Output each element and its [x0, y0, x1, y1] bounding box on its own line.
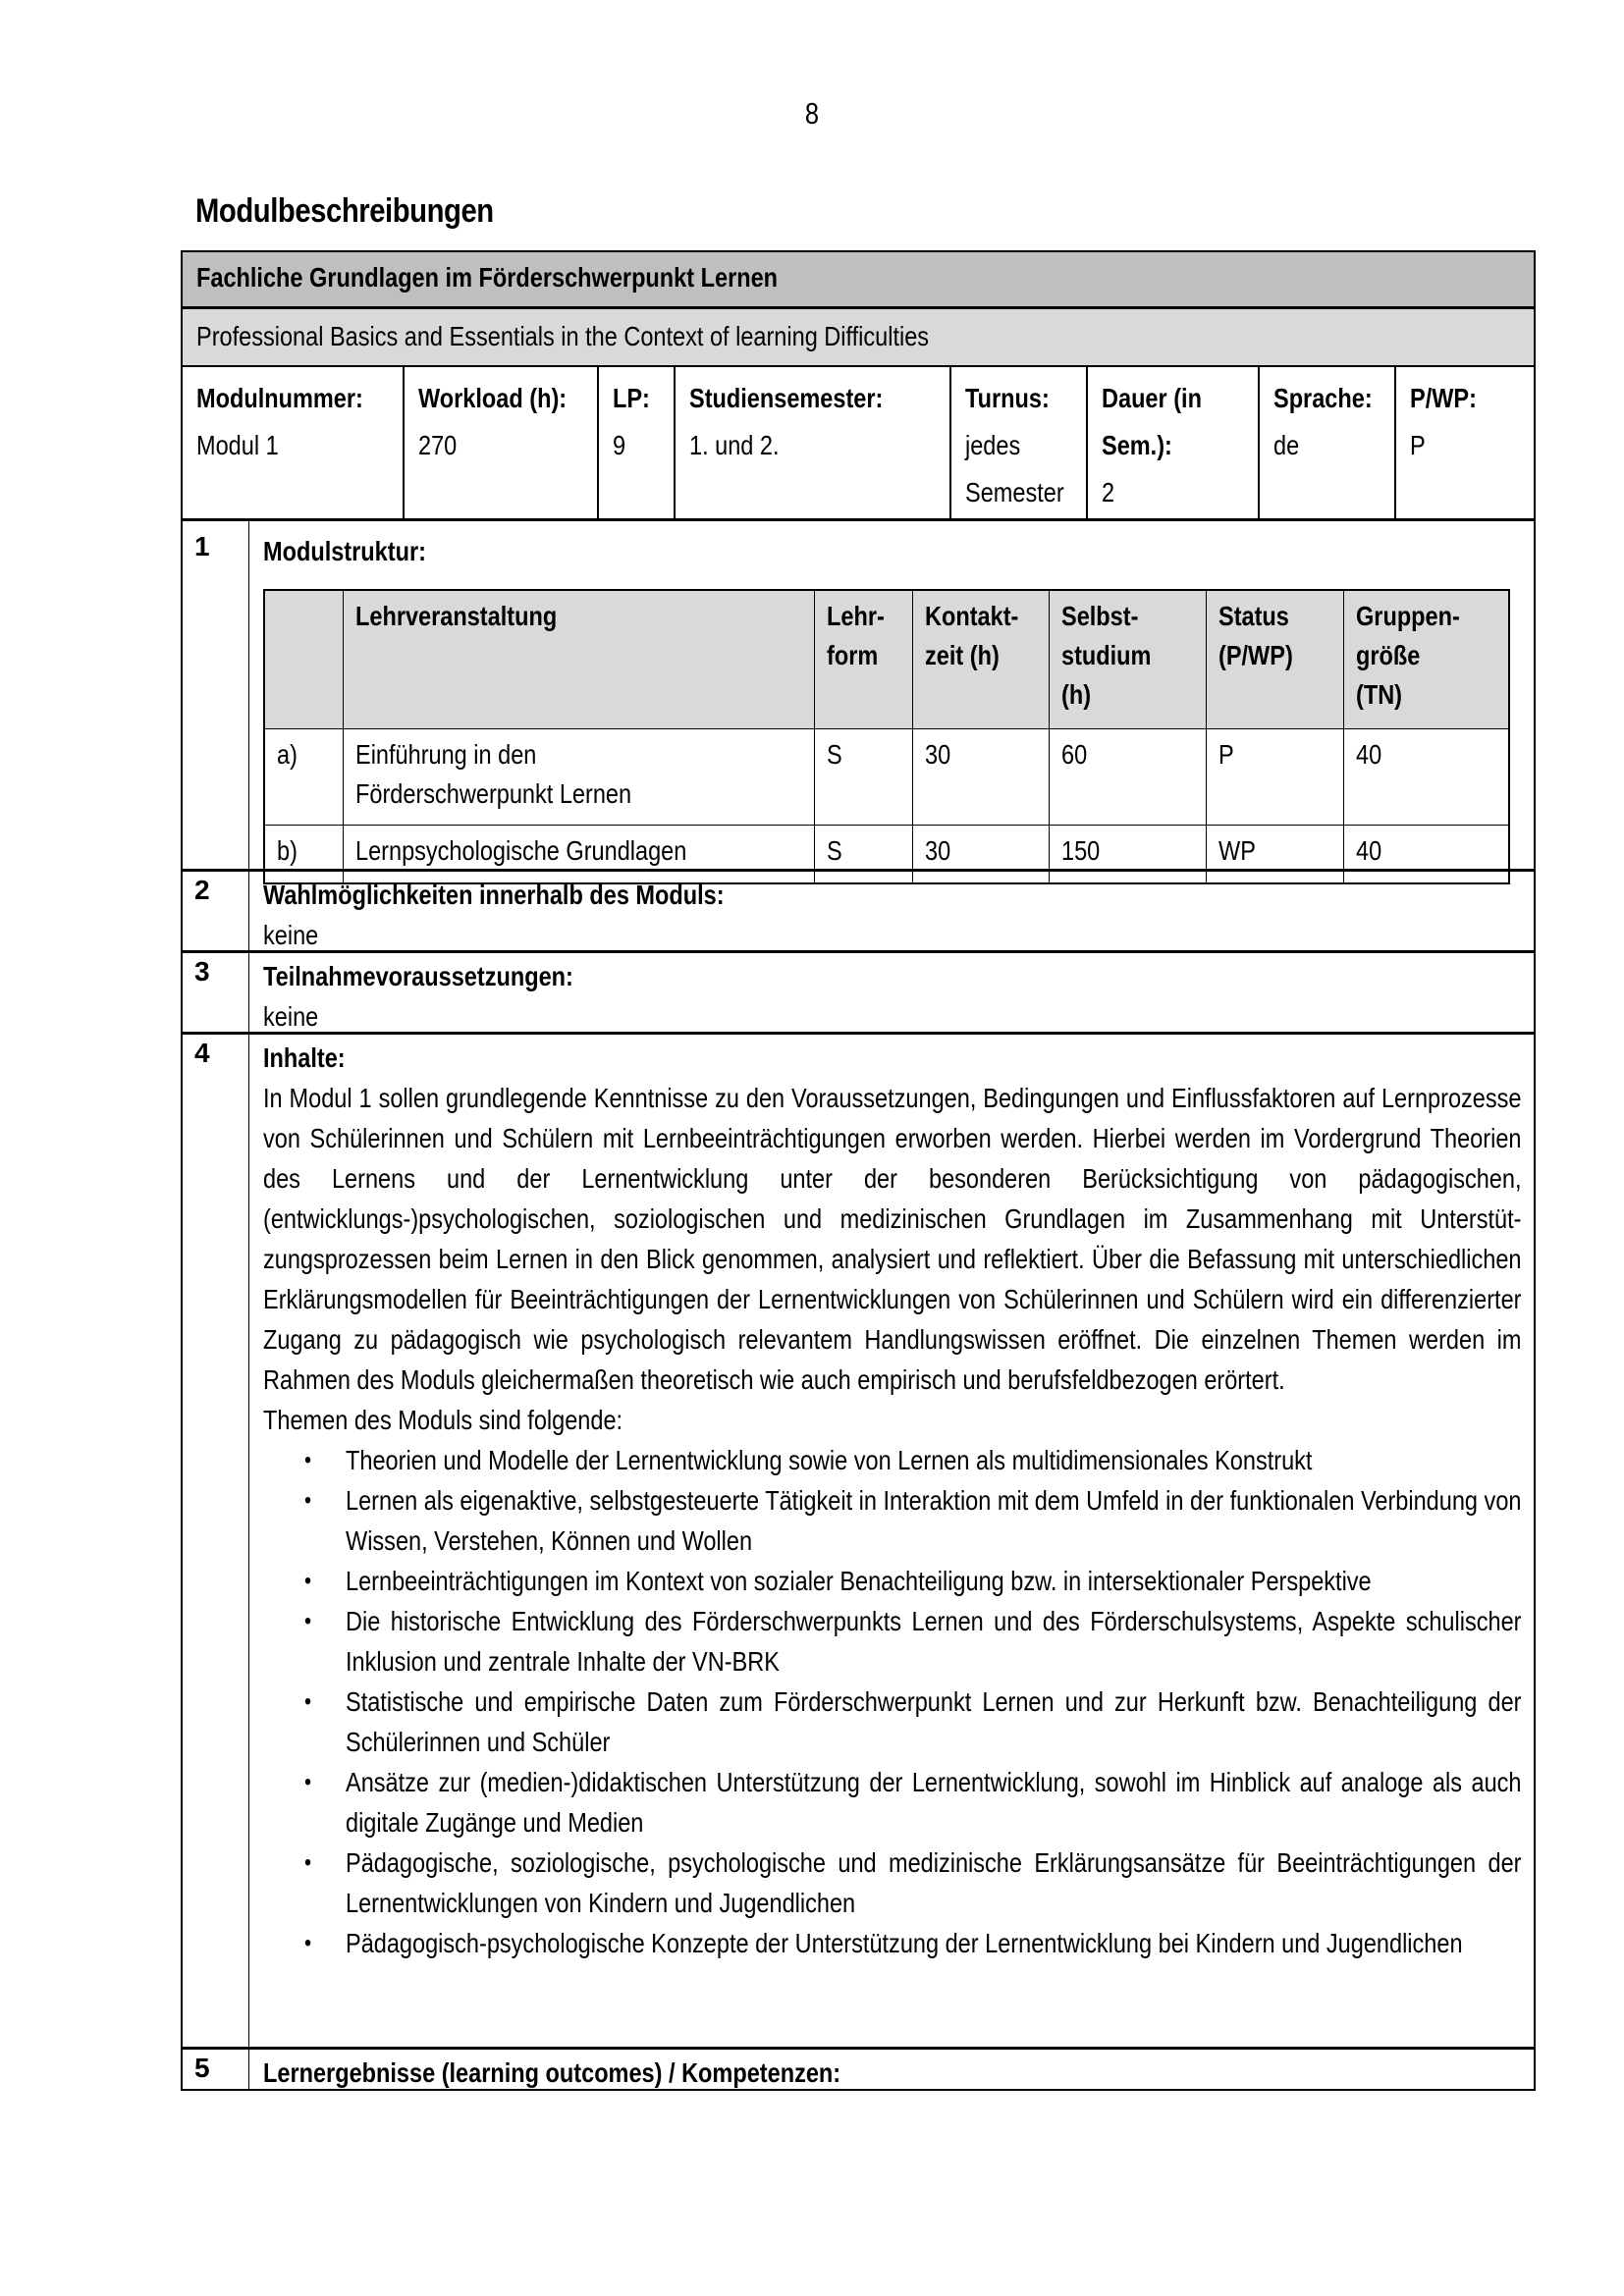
modulstruktur-table: [263, 589, 1510, 884]
bullet-icon: •: [304, 1608, 312, 1634]
cell-kontaktzeit: 30: [913, 826, 1050, 884]
list-item: • Lernbeeinträchtigungen im Kontext von sozialer Benachteiligung bzw. in intersektionaler Perspektive: [263, 1561, 1521, 1601]
cell-lehrveranstaltung: Einführung in den Förderschwerpunkt Lernen: [344, 729, 815, 826]
section-text: keine: [263, 1001, 319, 1032]
info-label: Workload (h):: [418, 383, 568, 413]
info-modulnummer: [183, 367, 405, 518]
module-title-de: Fachliche Grundlagen im Förderschwerpunkt Lernen: [196, 262, 779, 293]
info-value: Modul 1: [196, 430, 279, 460]
col-header-lehrform: Lehr-form: [815, 590, 913, 729]
cell-gruppengroesse: 40: [1344, 729, 1510, 826]
bullet-icon: •: [304, 1568, 312, 1594]
section-text: keine: [263, 920, 319, 950]
info-label: Studiensemester:: [689, 383, 884, 413]
bullet-icon: •: [304, 1930, 312, 1956]
info-value: 270: [418, 430, 458, 460]
bullet-icon: •: [304, 1769, 312, 1795]
cell-lehrform: S: [815, 826, 913, 884]
section-heading: Modulbeschreibungen: [195, 192, 494, 230]
list-item: • Theorien und Modelle der Lernentwicklung sowie von Lernen als multidimensionales Konstrukt: [263, 1440, 1521, 1480]
info-value: 2: [1102, 477, 1115, 507]
cell-selbststudium: 150: [1050, 826, 1207, 884]
section-body: [249, 953, 1534, 1032]
list-item: • Lernen als eigenaktive, selbstgesteuerte Tätigkeit in Interaktion mit dem Umfeld in der funktionalen Verbindung von Wissen, Verstehen, Können und Wollen: [263, 1480, 1521, 1561]
page-number: 8: [804, 96, 820, 131]
inhalte-text: In Modul 1 sollen grundlegende Kenntnisse zu den Voraussetzungen, Bedingungen und Einflussfaktoren auf Lernprozesse von Schülerinnen und Schülern mit Lernbeeinträchtigungen erworben werden. Hierbei werden im Vordergrund Theorien des Lernens und der Lernentwicklung unter der besonderen Berücksichtigung von pädagogischen, (entwicklungs-)psychologischen, soziologischen und medizinischen Grundlagen im Zusammenhang mit Unterstützungsprozessen beim Lernen in den Blick genommen, analysiert und reflektiert. Über die Befassung mit unterschiedlichen Erklärungsmodellen für Beeinträchtigungen der Lernentwicklungen von Schülerinnen und Schülern wird ein differenzierter Zugang zu pädagogisch wie psychologisch relevantem Handlungswissen eröffnet. Die einzelnen Themen werden im Rahmen des Moduls gleichermaßen theoretisch wie auch empirisch und berufsfeldbezogen erörtert.: [263, 1083, 1522, 1395]
col-header-gruppengroesse: Gruppen-größe (TN): [1344, 590, 1510, 729]
list-item: • Ansätze zur (medien-)didaktischen Unterstützung der Lernentwicklung, sowohl im Hinblick auf analoge als auch digitale Zugänge und Medien: [263, 1762, 1521, 1842]
module-description-table: [181, 250, 1536, 2091]
section-number: 1: [183, 521, 249, 869]
info-label: Modulnummer:: [196, 383, 363, 413]
section-number: 4: [183, 1035, 249, 2047]
bullet-icon: •: [304, 1487, 312, 1514]
col-header-index: [264, 590, 344, 729]
table-header-row: [264, 590, 1509, 729]
bullet-icon: •: [304, 1688, 312, 1715]
info-value: jedes Semester: [965, 430, 1064, 507]
info-value: 1. und 2.: [689, 430, 780, 460]
info-sprache: [1260, 367, 1396, 518]
info-label: P/WP:: [1410, 383, 1477, 413]
info-turnus: [951, 367, 1088, 518]
info-studiensemester: [676, 367, 951, 518]
topic-list: [263, 1440, 1521, 1963]
info-value: de: [1273, 430, 1300, 460]
info-pwp: [1396, 367, 1534, 518]
list-item: • Statistische und empirische Daten zum Förderschwerpunkt Lernen und zur Herkunft bzw. Benachteiligung der Schülerinnen und Schüler: [263, 1682, 1521, 1762]
info-lp: [599, 367, 676, 518]
cell-lehrform: S: [815, 729, 913, 826]
section-body: [249, 872, 1534, 950]
section-number: 2: [183, 872, 249, 950]
section-number: 5: [183, 2050, 249, 2089]
section-body: [249, 2050, 1534, 2089]
section-body: [249, 1035, 1534, 2047]
section-inhalte: [183, 1035, 1534, 2050]
info-label: LP:: [613, 383, 650, 413]
cell-lehrveranstaltung: Lernpsychologische Grundlagen: [344, 826, 815, 884]
info-value: P: [1410, 430, 1426, 460]
bullet-icon: •: [304, 1849, 312, 1876]
cell-selbststudium: 60: [1050, 729, 1207, 826]
cell-kontaktzeit: 30: [913, 729, 1050, 826]
info-label: Sprache:: [1273, 383, 1373, 413]
section-title: Wahlmöglichkeiten innerhalb des Moduls:: [263, 880, 725, 910]
module-info-row: [183, 367, 1534, 521]
col-header-lehrveranstaltung: Lehrveranstaltung: [344, 590, 815, 729]
section-title: Modulstruktur:: [263, 536, 426, 566]
info-value: 9: [613, 430, 626, 460]
section-body: [249, 521, 1534, 869]
section-modulstruktur: [183, 521, 1534, 872]
col-header-kontaktzeit: Kontakt-zeit (h): [913, 590, 1050, 729]
cell-status: P: [1207, 729, 1344, 826]
list-item: • Pädagogisch-psychologische Konzepte der Unterstützung der Lernentwicklung bei Kindern und Jugendlichen: [263, 1923, 1521, 1963]
list-item: • Die historische Entwicklung des Förderschwerpunkts Lernen und des Förderschulsystems, Aspekte schulischer Inklusion und zentrale Inhalte der VN-BRK: [263, 1601, 1521, 1682]
section-title: Teilnahmevoraussetzungen:: [263, 961, 573, 991]
cell-index: b): [264, 826, 344, 884]
section-wahlmoeglichkeiten: [183, 872, 1534, 953]
col-header-status: Status (P/WP): [1207, 590, 1344, 729]
module-title-en: Professional Basics and Essentials in the Context of learning Difficulties: [196, 321, 930, 351]
list-item: • Pädagogische, soziologische, psychologische und medizinische Erklärungsansätze für Beeinträchtigungen der Lernentwicklungen von Kindern und Jugendlichen: [263, 1842, 1521, 1923]
info-label: Dauer (in Sem.):: [1102, 383, 1202, 460]
table-row: [264, 729, 1509, 826]
module-subtitle-row: [183, 309, 1534, 367]
section-number: 3: [183, 953, 249, 1032]
cell-gruppengroesse: 40: [1344, 826, 1510, 884]
cell-status: WP: [1207, 826, 1344, 884]
section-title: Lernergebnisse (learning outcomes) / Kompetenzen:: [263, 2057, 841, 2088]
section-title: Inhalte:: [263, 1042, 346, 1073]
module-title-row: [183, 252, 1534, 309]
section-teilnahmevoraussetzungen: [183, 953, 1534, 1035]
cell-index: a): [264, 729, 344, 826]
info-dauer: [1088, 367, 1260, 518]
info-workload: [405, 367, 599, 518]
info-label: Turnus:: [965, 383, 1050, 413]
col-header-selbststudium: Selbst-studium (h): [1050, 590, 1207, 729]
bullet-icon: •: [304, 1447, 312, 1473]
section-lernergebnisse: [183, 2050, 1534, 2089]
topics-intro: Themen des Moduls sind folgende:: [263, 1405, 623, 1435]
